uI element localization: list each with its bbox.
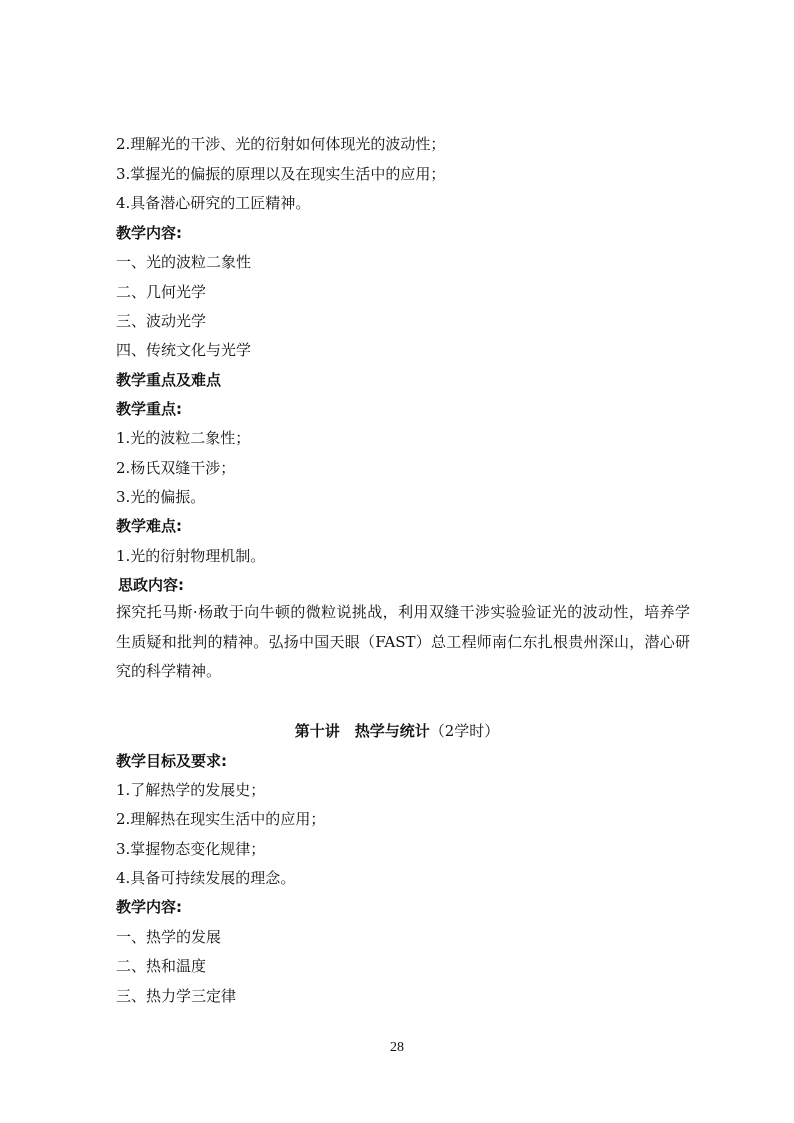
content-item: 四、传统文化与光学 bbox=[116, 341, 252, 359]
content-item: 三、热力学三定律 bbox=[116, 987, 237, 1005]
key-points-heading: 教学重点: bbox=[116, 400, 182, 418]
content-item: 一、热学的发展 bbox=[116, 928, 222, 946]
difficult-points-heading: 教学难点: bbox=[116, 517, 182, 535]
key-point-item: 2.杨氏双缝干涉； bbox=[116, 459, 236, 477]
objective-item: 2.理解热在现实生活中的应用； bbox=[116, 810, 326, 828]
objective-item: 4.具备可持续发展的理念。 bbox=[116, 869, 296, 887]
chapter-title-text: 第十讲 热学与统计 bbox=[294, 722, 430, 740]
objective-item: 2.理解光的干涉、光的衍射如何体现光的波动性； bbox=[116, 135, 446, 153]
chapter-title bbox=[0, 721, 794, 741]
content-item: 三、波动光学 bbox=[116, 312, 207, 330]
objectives-heading: 教学目标及要求: bbox=[116, 752, 227, 770]
objective-item: 1.了解热学的发展史； bbox=[116, 781, 266, 799]
objective-item: 3.掌握物态变化规律； bbox=[116, 840, 266, 858]
ideology-heading: 思政内容: bbox=[118, 576, 184, 594]
content-heading: 教学内容: bbox=[116, 224, 182, 242]
ideology-paragraph: 探究托马斯·杨敢于向牛顿的微粒说挑战，利用双缝干涉实验验证光的波动性，培养学生质疑和批判的精神。弘扬中国天眼（FAST）总工程师南仁东扎根贵州深山，潜心研究的科学精神。 bbox=[116, 603, 690, 680]
key-point-item: 1.光的波粒二象性； bbox=[116, 429, 251, 447]
difficult-point-item: 1.光的衍射物理机制。 bbox=[116, 547, 266, 565]
content-item: 一、光的波粒二象性 bbox=[116, 253, 252, 271]
objective-item: 4.具备潜心研究的工匠精神。 bbox=[116, 194, 311, 212]
key-point-item: 3.光的偏振。 bbox=[116, 488, 206, 506]
objective-item: 3.掌握光的偏振的原理以及在现实生活中的应用； bbox=[116, 165, 446, 183]
chapter-hours: （2学时） bbox=[429, 722, 500, 740]
page-number: 28 bbox=[390, 1040, 404, 1055]
content-item: 二、热和温度 bbox=[116, 957, 207, 975]
key-difficult-heading: 教学重点及难点 bbox=[116, 371, 222, 389]
content-heading: 教学内容: bbox=[116, 898, 182, 916]
content-item: 二、几何光学 bbox=[116, 283, 207, 301]
